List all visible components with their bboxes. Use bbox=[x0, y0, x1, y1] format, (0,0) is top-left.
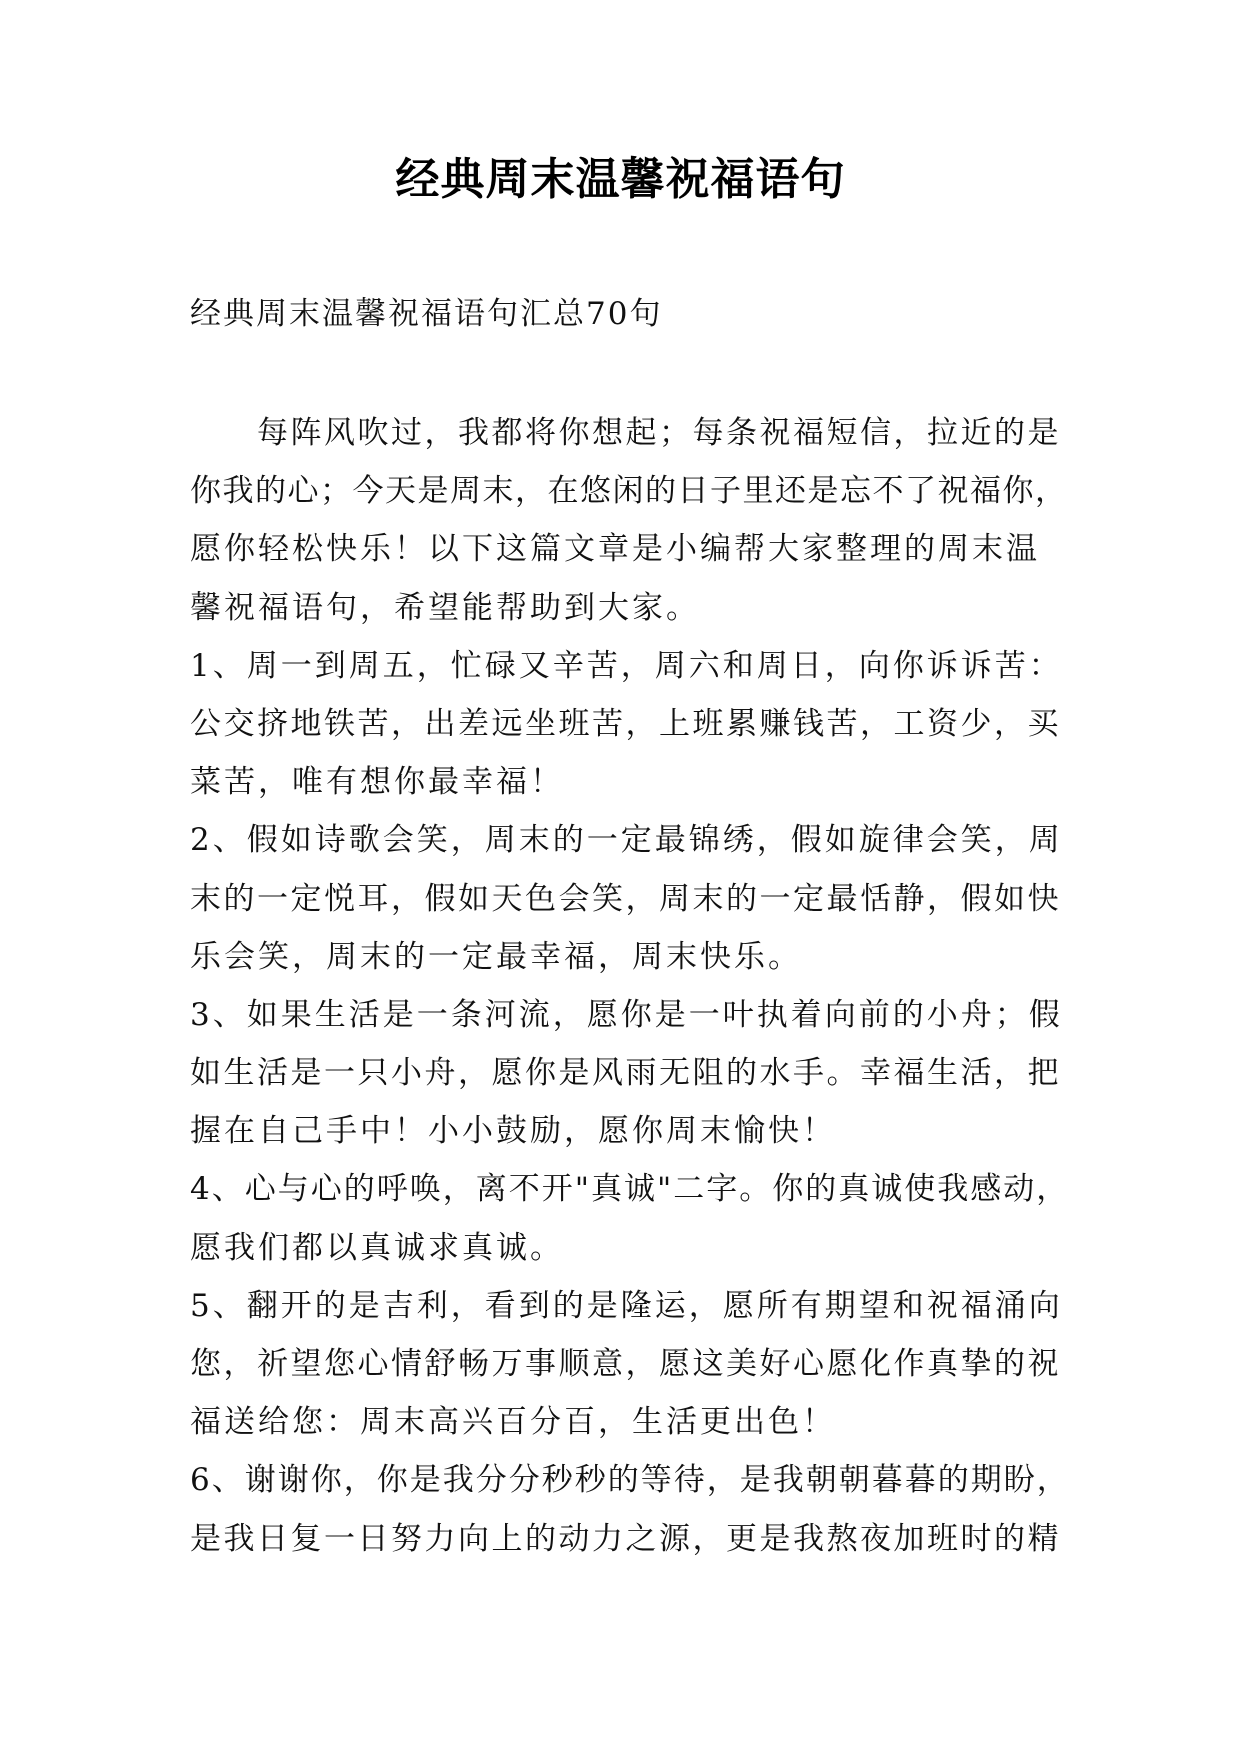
body-line: 您，祈望您心情舒畅万事顺意，愿这美好心愿化作真挚的祝 bbox=[190, 1346, 1061, 1382]
document-title: 经典周末温馨祝福语句 bbox=[395, 154, 846, 205]
body-line: 末的一定悦耳，假如天色会笑，周末的一定最恬静，假如快 bbox=[190, 880, 1061, 917]
body-line: 1、周一到周五，忙碌又辛苦，周六和周日，向你诉诉苦： bbox=[190, 647, 1063, 684]
body-line: 5、翻开的是吉利，看到的是隆运，愿所有期望和祝福涌向 bbox=[190, 1287, 1063, 1324]
body-line: 6、谢谢你，你是我分分秒秒的等待，是我朝朝暮暮的期盼， bbox=[190, 1462, 1070, 1499]
body-line: 公交挤地铁苦，出差远坐班苦，上班累赚钱苦，工资少，买 bbox=[190, 705, 1061, 742]
body-line: 菜苦，唯有想你最幸福！ bbox=[190, 764, 564, 801]
body-line: 乐会笑，周末的一定最幸福，周末快乐。 bbox=[190, 938, 802, 975]
body-line: 愿你轻松快乐！以下这篇文章是小编帮大家整理的周末温 bbox=[190, 531, 1040, 568]
body-line: 2、假如诗歌会笑，周末的一定最锦绣，假如旋律会笑，周 bbox=[190, 822, 1063, 859]
body-line: 馨祝福语句，希望能帮助到大家。 bbox=[190, 589, 700, 626]
body-line: 每阵风吹过，我都将你想起；每条祝福短信，拉近的是 bbox=[190, 415, 1061, 451]
body-line: 3、如果生活是一条河流，愿你是一叶执着向前的小舟；假 bbox=[190, 996, 1063, 1033]
body-line: 4、心与心的呼唤，离不开"真诚"二字。你的真诚使我感动， bbox=[190, 1171, 1070, 1208]
document-subtitle: 经典周末温馨祝福语句汇总70句 bbox=[190, 296, 663, 332]
body-line: 握在自己手中！小小鼓励，愿你周末愉快！ bbox=[190, 1113, 836, 1150]
body-line: 是我日复一日努力向上的动力之源，更是我熬夜加班时的精 bbox=[190, 1520, 1061, 1557]
body-line: 福送给您：周末高兴百分百，生活更出色！ bbox=[190, 1404, 836, 1441]
body-line: 愿我们都以真诚求真诚。 bbox=[190, 1229, 564, 1266]
document-body bbox=[190, 404, 1070, 1568]
body-line: 你我的心；今天是周末，在悠闲的日子里还是忘不了祝福你， bbox=[190, 473, 1068, 510]
body-line: 如生活是一只小舟，愿你是风雨无阻的水手。幸福生活，把 bbox=[190, 1055, 1061, 1092]
